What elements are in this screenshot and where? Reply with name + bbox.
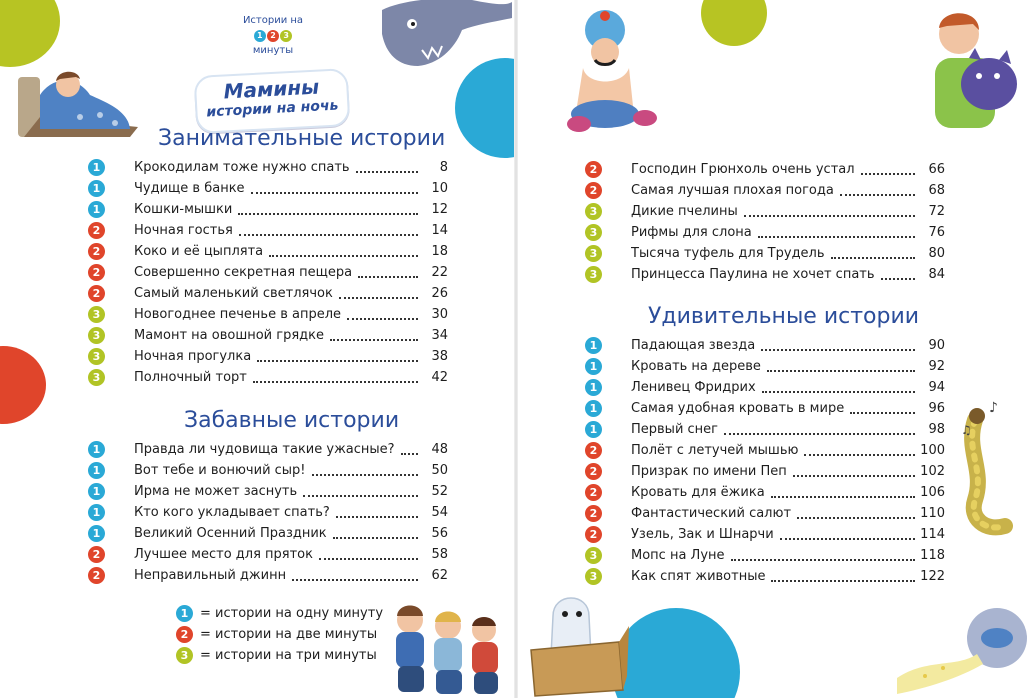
dot-leader (339, 297, 418, 299)
toc-entry[interactable] (585, 377, 945, 398)
series-logo (238, 14, 308, 57)
duration-badge: 1 (88, 525, 105, 542)
legend-text: = истории на две минуты (200, 627, 378, 642)
dot-leader (831, 257, 915, 259)
toc-entry-title: Ирма не может заснуть (134, 484, 298, 499)
duration-badge: 2 (585, 182, 602, 199)
children-illustration (386, 596, 506, 698)
toc-entry[interactable] (585, 503, 945, 524)
toc-entry-page: 76 (928, 225, 945, 240)
toc-entry-title: Самая удобная кровать в мире (631, 401, 845, 416)
dot-leader (253, 381, 418, 383)
caterpillar-illustration (955, 400, 1031, 540)
section-title-funny: Забавные истории (184, 408, 400, 433)
duration-badge: 1 (88, 201, 105, 218)
toc-entry-title: Фантастический салют (631, 506, 792, 521)
toc-entry-page: 122 (920, 569, 945, 584)
dot-leader (744, 215, 915, 217)
dot-leader (861, 173, 915, 175)
toc-entry[interactable] (88, 262, 448, 283)
dot-leader (762, 391, 915, 393)
toc-entry[interactable] (88, 523, 448, 544)
series-logo-numbers (238, 29, 308, 42)
series-number-one: 1 (254, 30, 266, 42)
dot-leader (312, 474, 418, 476)
toc-entry-page: 106 (920, 485, 945, 500)
toc-entry-title: Господин Грюнхоль очень устал (631, 162, 855, 177)
dot-leader (269, 255, 418, 257)
duration-badge: 3 (585, 203, 602, 220)
toc-entry-title: Неправильный джинн (134, 568, 287, 583)
toc-entry-page: 18 (431, 244, 448, 259)
toc-entry-title: Кто кого укладывает спать? (134, 505, 330, 520)
series-number-two: 2 (267, 30, 279, 42)
dot-leader (771, 580, 915, 582)
toc-entry-title: Лучшее место для пряток (134, 547, 313, 562)
toc-entry-page: 62 (431, 568, 448, 583)
sleeping-child-illustration (10, 55, 140, 145)
legend-item (176, 624, 383, 645)
duration-badge: 2 (585, 484, 602, 501)
duration-badge: 2 (88, 243, 105, 260)
series-number-three: 3 (280, 30, 292, 42)
toc-entry-title: Кровать на дереве (631, 359, 761, 374)
toc-entry-page: 92 (928, 359, 945, 374)
duration-badge: 2 (585, 505, 602, 522)
toc-entry-title: Мамонт на овошной грядке (134, 328, 324, 343)
toc-entry[interactable] (88, 502, 448, 523)
duration-badge: 2 (585, 526, 602, 543)
book-title-line2: истории на ночь (206, 97, 339, 121)
toc-entry[interactable] (88, 157, 448, 178)
toc-entry-page: 118 (920, 548, 945, 563)
toc-entry-title: Самый маленький светлячок (134, 286, 333, 301)
toc-entry[interactable] (585, 461, 945, 482)
duration-badge: 1 (585, 400, 602, 417)
dot-leader (881, 278, 915, 280)
duration-badge: 2 (585, 463, 602, 480)
toc-entry-page: 8 (439, 160, 448, 175)
toc-entry-title: Великий Осенний Праздник (134, 526, 327, 541)
dot-leader (347, 318, 418, 320)
toc-entry[interactable] (88, 346, 448, 367)
toc-entry-page: 90 (928, 338, 945, 353)
dot-leader (758, 236, 915, 238)
legend (176, 603, 383, 666)
toc-entry-page: 84 (928, 267, 945, 282)
toc-entry-page: 56 (431, 526, 448, 541)
duration-badge: 1 (88, 159, 105, 176)
toc-entry-page: 96 (928, 401, 945, 416)
toc-entry[interactable] (585, 545, 945, 566)
duration-badge: 1 (585, 337, 602, 354)
toc-entry[interactable] (88, 178, 448, 199)
toc-entry-page: 48 (431, 442, 448, 457)
left-page (0, 0, 516, 698)
toc-entry[interactable] (88, 220, 448, 241)
dot-leader (319, 558, 418, 560)
toc-entry[interactable] (585, 264, 945, 285)
toc-entry-page: 114 (920, 527, 945, 542)
duration-badge: 3 (585, 245, 602, 262)
toc-entry-title: Совершенно секретная пещера (134, 265, 353, 280)
toc-entry[interactable] (585, 524, 945, 545)
svg-text:♫: ♫ (961, 423, 972, 437)
duration-badge: 2 (585, 161, 602, 178)
dot-leader (724, 433, 915, 435)
toc-entry[interactable] (88, 325, 448, 346)
dot-leader (804, 454, 915, 456)
legend-badge: 2 (176, 626, 193, 643)
toc-entry[interactable] (88, 241, 448, 262)
duration-badge: 2 (88, 285, 105, 302)
duration-badge: 2 (88, 567, 105, 584)
toc-entry-title: Новогоднее печенье в апреле (134, 307, 342, 322)
duration-badge: 1 (88, 441, 105, 458)
toc-entry[interactable] (585, 243, 945, 264)
duration-badge: 1 (88, 483, 105, 500)
toc-entry-title: Рифмы для слона (631, 225, 752, 240)
duration-badge: 3 (88, 306, 105, 323)
toc-entry-title: Ночная прогулка (134, 349, 252, 364)
toc-entry[interactable] (585, 356, 945, 377)
series-logo-bottom: минуты (252, 45, 294, 56)
dot-leader (333, 537, 418, 539)
legend-badge: 1 (176, 605, 193, 622)
dot-leader (761, 349, 915, 351)
toc-entry-page: 38 (431, 349, 448, 364)
toc-entertaining (88, 157, 448, 388)
toc-entry-title: Правда ли чудовища такие ужасные? (134, 442, 395, 457)
toc-entry[interactable] (585, 566, 945, 587)
dot-leader (239, 234, 418, 236)
dot-leader (731, 559, 915, 561)
dot-leader (767, 370, 915, 372)
toc-entry-page: 72 (928, 204, 945, 219)
toc-entry-title: Тысяча туфель для Трудель (631, 246, 825, 261)
toc-entry[interactable] (88, 367, 448, 388)
toc-entry-title: Полночный торт (134, 370, 247, 385)
series-logo-top: Истории на (242, 15, 304, 26)
duration-badge: 2 (88, 264, 105, 281)
toc-entry-page: 26 (431, 286, 448, 301)
toc-entry-title: Принцесса Паулина не хочет спать (631, 267, 875, 282)
toc-entry-title: Самая лучшая плохая погода (631, 183, 834, 198)
book-title-line1: Мамины (222, 74, 320, 104)
dot-leader (303, 495, 418, 497)
book-title-logo (194, 68, 351, 134)
toc-entry-page: 12 (431, 202, 448, 217)
toc-entry[interactable] (88, 481, 448, 502)
toc-entry-title: Кровать для ёжика (631, 485, 765, 500)
toc-funny-continued (585, 159, 945, 285)
duration-badge: 3 (585, 224, 602, 241)
legend-text: = истории на одну минуту (200, 606, 384, 621)
toc-entry-title: Призрак по имени Пеп (631, 464, 787, 479)
toc-entry[interactable] (88, 199, 448, 220)
right-page (517, 0, 1033, 698)
duration-badge: 3 (585, 266, 602, 283)
toc-entry[interactable] (585, 335, 945, 356)
toc-entry-page: 68 (928, 183, 945, 198)
dot-leader (251, 192, 418, 194)
legend-item (176, 645, 383, 666)
duration-badge: 2 (88, 546, 105, 563)
duration-badge: 3 (585, 547, 602, 564)
dot-leader (797, 517, 915, 519)
toc-entry-page: 54 (431, 505, 448, 520)
duration-badge: 2 (88, 222, 105, 239)
toc-entry[interactable] (88, 565, 448, 586)
toc-entry[interactable] (585, 482, 945, 503)
toc-entry[interactable] (585, 180, 945, 201)
monster-illustration (382, 0, 512, 72)
toc-entry-page: 98 (928, 422, 945, 437)
toc-entry[interactable] (88, 460, 448, 481)
planet-illustration (897, 598, 1033, 698)
toc-entry-title: Первый снег (631, 422, 719, 437)
toc-entry-page: 110 (920, 506, 945, 521)
dot-leader (793, 475, 915, 477)
dot-leader (850, 412, 915, 414)
red-circle-decoration (0, 346, 46, 424)
toc-entry-page: 10 (431, 181, 448, 196)
duration-badge: 1 (585, 421, 602, 438)
toc-entry-title: Как спят животные (631, 569, 766, 584)
duration-badge: 3 (88, 327, 105, 344)
toc-entry[interactable] (88, 544, 448, 565)
dot-leader (257, 360, 418, 362)
dot-leader (330, 339, 418, 341)
dot-leader (336, 516, 418, 518)
green-circle-decoration-top (701, 0, 767, 46)
toc-entry-title: Кошки-мышки (134, 202, 233, 217)
toc-entry-page: 94 (928, 380, 945, 395)
dot-leader (292, 579, 418, 581)
toc-entry-page: 66 (928, 162, 945, 177)
duration-badge: 3 (585, 568, 602, 585)
toc-entry-page: 42 (431, 370, 448, 385)
duration-badge: 2 (585, 442, 602, 459)
toc-entry-title: Дикие пчелины (631, 204, 738, 219)
dot-leader (238, 213, 418, 215)
toc-entry-title: Мопс на Луне (631, 548, 725, 563)
toc-entry-title: Чудище в банке (134, 181, 245, 196)
legend-text: = истории на три минуты (200, 648, 377, 663)
toc-entry[interactable] (585, 440, 945, 461)
toc-entry-page: 80 (928, 246, 945, 261)
toc-entry[interactable] (585, 159, 945, 180)
dot-leader (356, 171, 418, 173)
dot-leader (358, 276, 418, 278)
toc-entry-page: 58 (431, 547, 448, 562)
toc-entry-title: Ленивец Фридрих (631, 380, 756, 395)
toc-entry[interactable] (585, 398, 945, 419)
boy-with-toy-illustration (917, 6, 1033, 146)
dot-leader (780, 538, 915, 540)
duration-badge: 3 (88, 369, 105, 386)
toc-entry-title: Крокодилам тоже нужно спать (134, 160, 350, 175)
toc-entry-title: Падающая звезда (631, 338, 756, 353)
toc-entry[interactable] (585, 222, 945, 243)
toc-entry-page: 34 (431, 328, 448, 343)
toc-entry-page: 100 (920, 443, 945, 458)
toc-funny (88, 439, 448, 586)
toc-entry-page: 14 (431, 223, 448, 238)
toc-entry-page: 22 (431, 265, 448, 280)
toc-entry-title: Ночная гостья (134, 223, 233, 238)
legend-item (176, 603, 383, 624)
toc-entry[interactable] (88, 304, 448, 325)
blue-circle-decoration (455, 58, 516, 158)
section-title-amazing: Удивительные истории (648, 304, 920, 329)
legend-badge: 3 (176, 647, 193, 664)
duration-badge: 1 (88, 504, 105, 521)
duration-badge: 3 (88, 348, 105, 365)
dot-leader (771, 496, 915, 498)
toc-entry[interactable] (585, 201, 945, 222)
dot-leader (401, 453, 418, 455)
toc-entry-page: 52 (431, 484, 448, 499)
toc-entry-title: Узель, Зак и Шнарчи (631, 527, 774, 542)
toc-entry[interactable] (585, 419, 945, 440)
duration-badge: 1 (585, 358, 602, 375)
section-title-entertaining: Занимательные истории (158, 126, 446, 151)
duration-badge: 1 (88, 462, 105, 479)
toc-entry[interactable] (88, 283, 448, 304)
svg-text:♪: ♪ (989, 400, 998, 416)
toc-amazing (585, 335, 945, 587)
toc-entry-page: 50 (431, 463, 448, 478)
toc-entry-page: 102 (920, 464, 945, 479)
dot-leader (840, 194, 915, 196)
genie-illustration (563, 6, 663, 136)
duration-badge: 1 (585, 379, 602, 396)
duration-badge: 1 (88, 180, 105, 197)
toc-entry-page: 30 (431, 307, 448, 322)
toc-entry-title: Полёт с летучей мышью (631, 443, 799, 458)
toc-entry-title: Коко и её цыплята (134, 244, 264, 259)
toc-entry-title: Вот тебе и вонючий сыр! (134, 463, 306, 478)
toc-entry[interactable] (88, 439, 448, 460)
ghost-in-box-illustration (523, 586, 633, 698)
